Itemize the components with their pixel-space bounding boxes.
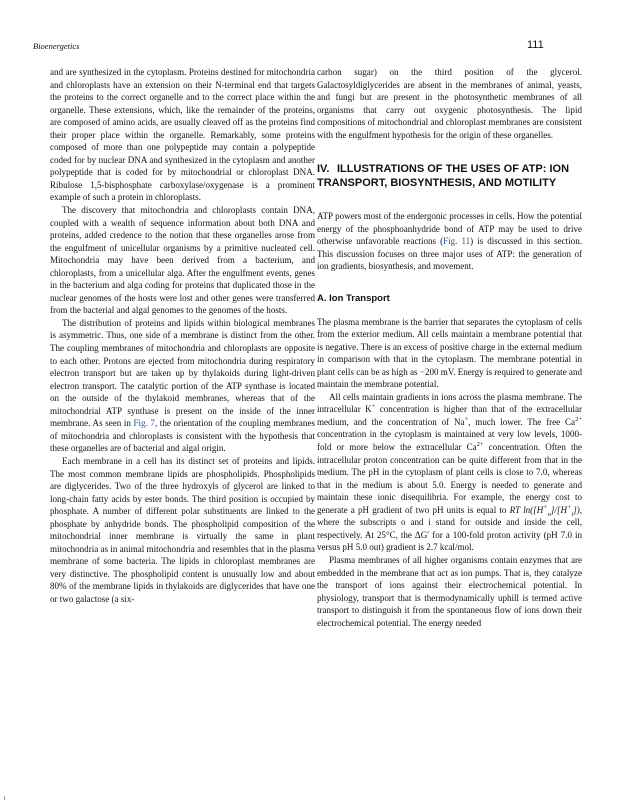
page-number: 111 bbox=[527, 39, 544, 51]
paragraph: Each membrane in a cell has its distinct set of proteins and lipids. The most common membrane lipids are phospholipids. Phospholipids are diglycerides. Two of the three hydroxyls of glycerol are linked to long-chain fatty acids by ester bonds. The third position is occupied by phosphate. A number of different polar substituents are linked to the phosphate by anhydride bonds. The phospholipid composition of the mitochondrial inner membrane is virtually the same in plant mitochondria as in animal mitochondria and resembles that in the plasma membrane of some bacteria. The lipids in chloroplast membranes are very distinctive. The phospholipid content is unusually low and about 80% of the membrane lipids in thylakoids are diglycerides that have one or two galactose (a six- bbox=[50, 455, 315, 604]
paragraph: The plasma membrane is the barrier that separates the cytoplasm of cells from the exterior medium. All cells maintain a membrane potential that is negative. There is an excess of positive charge in the external medium in comparison with that in the cytoplasm. The membrane potential in plant cells can be as high as −200 mV. Energy is required to generate and maintain the membrane potential. bbox=[317, 316, 582, 390]
running-head: Bioenergetics bbox=[33, 41, 80, 51]
section-number: IV. bbox=[317, 163, 330, 176]
subsection-heading: A. Ion Transport bbox=[317, 293, 390, 305]
section-heading bbox=[317, 162, 582, 190]
figure-link[interactable]: Fig. 11 bbox=[443, 236, 471, 247]
paragraph: carbon sugar) on the third position of the glycerol. Galactosyldiglycerides are absent in the membranes of animal, yeasts, and fungi but are present in the photosynthetic membranes of all organisms that carry out oxygenic photosynthesis. The lipid compositions of mitochondrial and chloroplast membranes are consistent with the engulfment hypothesis for the origin of these organelles. bbox=[317, 67, 582, 140]
figure-link[interactable]: Fig. 7 bbox=[133, 418, 155, 429]
paragraph: All cells maintain gradients in ions across the plasma membrane. The intracellular K+ concentration is higher than that of the extracellular medium, and the concentration of Na+, much lower. The free $Ca^{2+}$ concentration in the cytoplasm is maintained at very low levels, 1000-fold or more below the extracellular $Ca^{2+}$ concentration. Often the intracellular proton concentration can be quite different from that in the medium. The pH in the cytoplasm of plant cells is close to 7.0, whereas that in the medium is about 5.0. Energy is needed to generate and maintain these ionic disequilibria. For example, the energy cost to generate a pH gradient of two pH units is equal to RT $\ln([H^+_o]/[H^+_i])$, where the subscripts o and i stand for outside and inside the cell, respectively. At 25°C, the ΔG′ for a 100-fold proton activity (pH 7.0 in versus pH 5.0 out) gradient is 2.7 kcal/mol. bbox=[317, 391, 582, 553]
scan-mark bbox=[4, 796, 5, 800]
paragraph: The discovery that mitochondria and chloroplasts contain DNA, coupled with a wealth of sequence information about both DNA and proteins, added credence to the notion that these organelles arose from the engulfment of unicellular organisms by a primitive nucleated cell. Mitochondria may have been derived from a bacterium, and chloroplasts, from a unicellular alga. After the engulfment events, genes in the bacterium and alga coding for proteins that duplicated those in the nuclear genomes of the hosts were lost and other genes were transferred from the bacterial and algal genomes to the genomes of the hosts. bbox=[50, 205, 315, 316]
left-column bbox=[50, 66, 315, 606]
formula: RT $\ln([H^+_o]/[H^+_i])$ bbox=[509, 503, 580, 518]
right-column bbox=[317, 66, 582, 629]
paragraph: The distribution of proteins and lipids within biological membranes is asymmetric. Thus, one side of a membrane is distinct from the other. The coupling membranes of mitochondria and chloroplasts are opposite to each other. Protons are ejected from mitochondria during respiratory electron transport but are taken up by thylakoids during light-driven electron transport. The catalytic portion of the ATP synthase is located on the outside of the thylakoid membranes, whereas that of the mitochondrial ATP synthase is present on the inside of the inner membrane. As seen in Fig. 7, the orientation of the coupling membranes of mitochondria and chloroplasts is consistent with the hypothesis that these organelles are of bacterial and algal origin. bbox=[50, 317, 315, 454]
paragraph: and are synthesized in the cytoplasm. Proteins destined for mitochondria and chloroplasts have an extension on their N-terminal end that targets the proteins to the correct organelle and to the correct place within the organelle. These extensions, which, like the remainder of the proteins, are composed of amino acids, are usually cleaved off as the proteins find their proper place within the organelle. Remarkably, some proteins composed of more than one polypeptide may contain a polypeptide coded for by nuclear DNA and synthesized in the cytoplasm and another polypeptide that is coded for by mitochondrial or chloroplast DNA. Ribulose 1,5-bisphosphate carboxylase/oxygenase is a prominent example of such a protein in chloroplasts. bbox=[50, 67, 315, 203]
paragraph: Plasma membranes of all higher organisms contain enzymes that are embedded in the membrane that act as ion pumps. That is, they catalyze the transport of ions against their electrochemical potential. In physiology, transport that is thermodynamically uphill is termed active transport to distinguish it from the spontaneous flow of ions down their electrochemical potential. The energy needed bbox=[317, 554, 582, 628]
section-title: ILLUSTRATIONS OF THE USES OF ATP: ION TRANSPORT, BIOSYNTHESIS, AND MOTILITY bbox=[317, 163, 570, 190]
paragraph: ATP powers most of the endergonic processes in cells. How the potential energy of the phosphoanhydride bond of ATP may be used to drive otherwise unfavorable reactions (Fig. 11) is discussed in this section. This discussion focuses on three major uses of ATP: the generation of ion gradients, biosynthesis, and movement. bbox=[317, 211, 582, 272]
